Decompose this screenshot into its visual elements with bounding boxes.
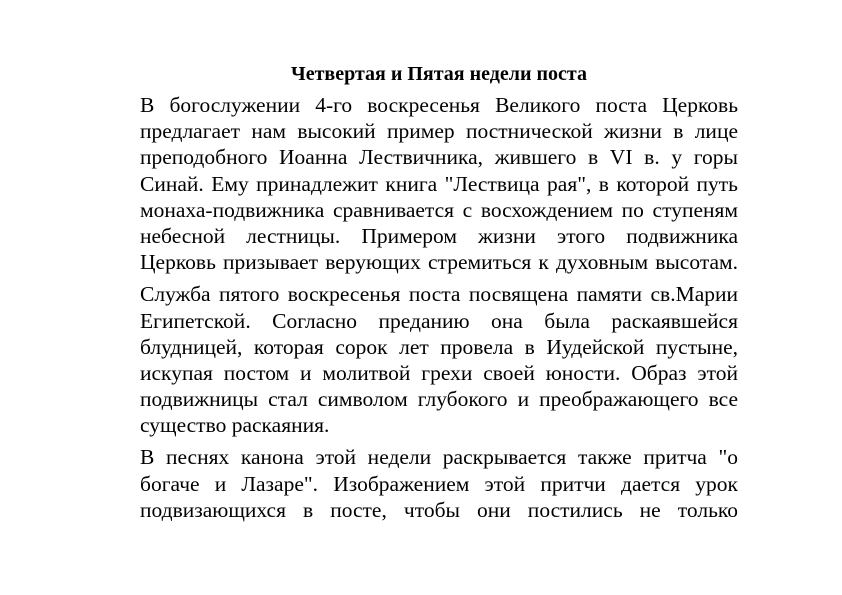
text-line: богаче и Лазаре". Изображением этой притчи дается урок: [140, 471, 738, 496]
paragraph-3: [140, 444, 738, 523]
text-line: подвижницы стал символом глубокого и преображающего все: [140, 387, 738, 412]
document-title: Четвертая и Пятая недели поста: [291, 63, 587, 85]
text-line: Церковь призывает верующих стремиться к духовным высотам.: [140, 250, 738, 275]
text-line: подвизающихся в посте, чтобы они постились не только: [140, 497, 738, 522]
text-line: Синай. Ему принадлежит книга "Лествица рая", в которой путь: [140, 171, 738, 196]
text-line: В богослужении 4-го воскресенья Великого поста Церковь: [140, 93, 738, 117]
text-line: преподобного Иоанна Лествичника, жившего в VI в. у горы: [140, 145, 738, 170]
text-line: искупая постом и молитвой грехи своей юности. Образ этой: [140, 360, 738, 385]
text-line: существо раскаяния.: [140, 413, 330, 438]
text-line: В песнях канона этой недели раскрывается также притча "о: [140, 445, 738, 470]
text-line: монаха-подвижника сравнивается с восхождением по ступеням: [140, 197, 738, 222]
text-line: Служба пятого воскресенья поста посвящена памяти св.Марии: [140, 282, 738, 307]
paragraph-1: [140, 92, 738, 275]
text-line: блудницей, которая сорок лет провела в Иудейской пустыне,: [140, 334, 738, 359]
text-line: предлагает нам высокий пример постнической жизни в лице: [140, 119, 738, 144]
text-line: небесной лестницы. Примером жизни этого подвижника: [140, 223, 738, 248]
paragraph-2: [140, 281, 738, 438]
text-line: Египетской. Согласно преданию она была раскаявшейся: [140, 308, 738, 333]
document-body: [140, 92, 738, 529]
